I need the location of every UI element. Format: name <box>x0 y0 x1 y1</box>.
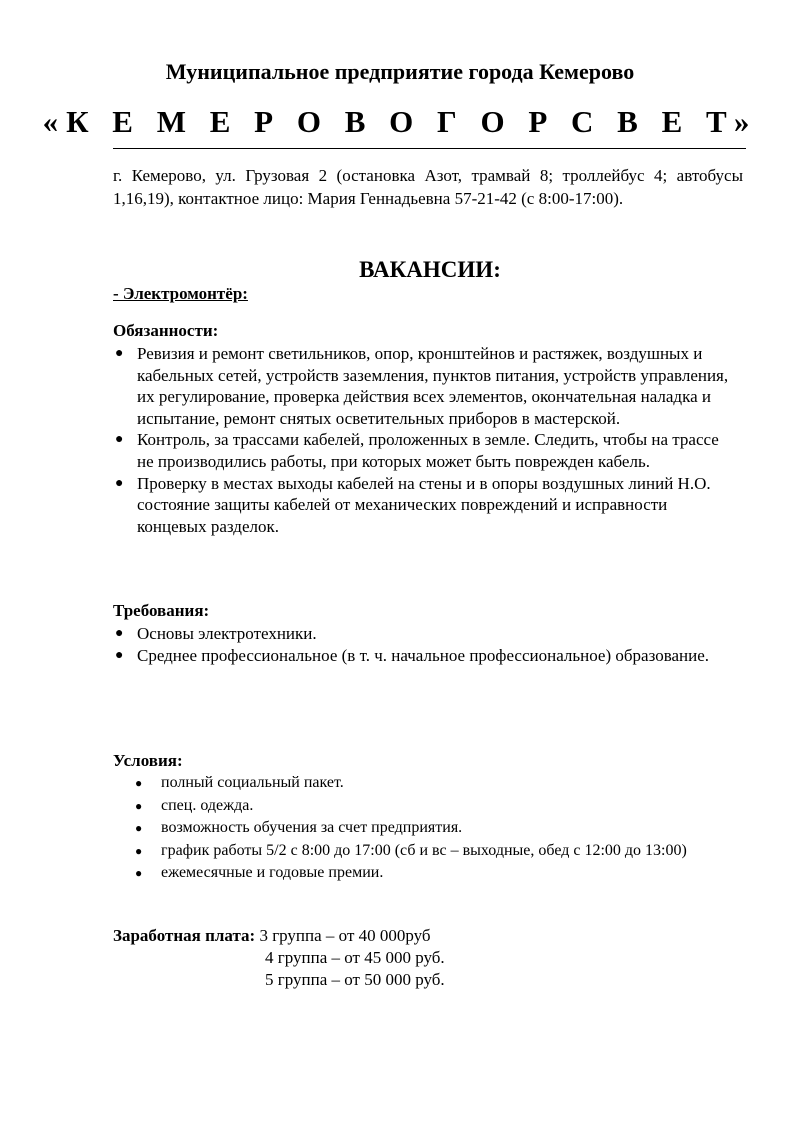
list-item <box>113 840 743 863</box>
duty-text: Проверку в местах выходы кабелей на стены и в опоры воздушных линий Н.О. состояние защиты кабелей от механических повреждений и исправности концевых разделок. <box>137 473 711 536</box>
salary-value: 3 группа – от 40 000руб <box>259 926 431 945</box>
list-item <box>113 473 733 538</box>
duties-heading: Обязанности: <box>113 321 219 340</box>
conditions-list <box>113 772 743 885</box>
requirements-list <box>113 623 733 666</box>
duties-list <box>113 343 733 537</box>
bullet-icon: ● <box>115 432 124 448</box>
list-item <box>113 772 743 795</box>
condition-text: спец. одежда. <box>161 796 254 814</box>
requirements-heading: Требования: <box>113 601 210 620</box>
conditions-heading: Условия: <box>113 751 183 770</box>
salary-label: Заработная плата: <box>113 926 256 945</box>
condition-text: возможность обучения за счет предприятия. <box>161 819 463 836</box>
organization-line: Муниципальное предприятие города Кемерово <box>165 59 635 84</box>
duty-text: Ревизия и ремонт светильников, опор, кронштейнов и растяжек, воздушных и кабельных сетей, устройств заземления, пунктов питания, устройств управления, их регулирование, проверка действия всех элементов, окончательная наладка и испытание, ремонт снятых осветительных приборов в мастерской. <box>137 344 729 428</box>
bullet-icon: ● <box>135 866 143 880</box>
bullet-icon: ● <box>135 776 143 790</box>
duty-text: Контроль, за трассами кабелей, проложенных в земле. Следить, чтобы на трассе не производились работы, при которых может быть поврежден кабель. <box>137 430 719 471</box>
bullet-icon: ● <box>115 647 124 663</box>
header-divider <box>113 148 746 149</box>
salary-line-3: 5 группа – от 50 000 руб. <box>265 970 445 989</box>
salary-line-1 <box>113 925 431 947</box>
salary-line-2: 4 группа – от 45 000 руб. <box>265 948 445 967</box>
condition-text: ежемесячные и годовые премии. <box>161 864 384 881</box>
list-item <box>113 429 733 472</box>
requirement-text: Основы электротехники. <box>137 624 317 643</box>
bullet-icon: ● <box>135 843 143 858</box>
list-item <box>113 862 743 885</box>
list-item <box>113 817 743 840</box>
list-item <box>113 343 733 429</box>
condition-text: полный социальный пакет. <box>161 774 344 791</box>
address-paragraph: г. Кемерово, ул. Грузовая 2 (остановка Азот, трамвай 8; троллейбус 4; автобусы 1,16,19), контактное лицо: Мария Геннадьевна 57-21-42 (с 8:00-17:00). <box>113 166 743 208</box>
company-name: «К Е М Е Р О В О Г О Р С В Е Т» <box>42 104 758 139</box>
list-item <box>113 623 733 645</box>
bullet-icon: ● <box>135 821 143 835</box>
requirement-text: Среднее профессиональное (в т. ч. начальное профессиональное) образование. <box>137 645 710 665</box>
list-item <box>113 645 733 667</box>
vacancies-title: ВАКАНСИИ: <box>359 257 501 282</box>
bullet-icon: ● <box>115 475 124 491</box>
bullet-icon: ● <box>135 798 143 813</box>
list-item <box>113 795 743 818</box>
bullet-icon: ● <box>115 346 124 361</box>
position-title: - Электромонтёр: <box>113 284 248 303</box>
bullet-icon: ● <box>115 626 124 641</box>
condition-text: график работы 5/2 с 8:00 до 17:00 (сб и вс – выходные, обед с 12:00 до 13:00) <box>161 841 687 859</box>
